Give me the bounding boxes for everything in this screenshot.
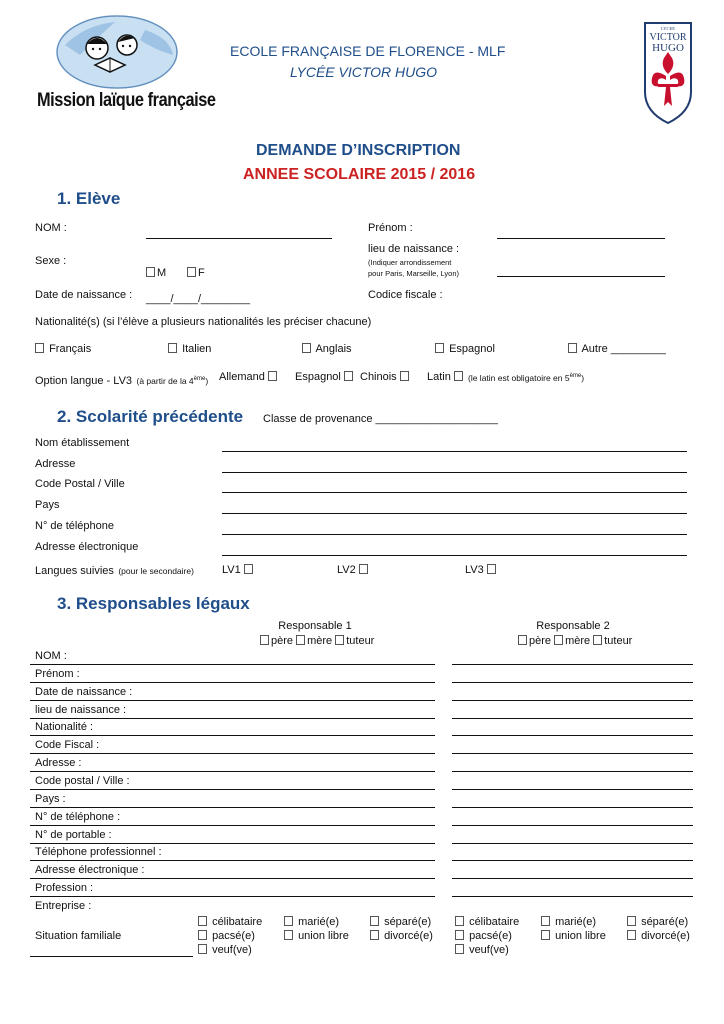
situation-option-label: marié(e) [555, 916, 597, 928]
section-scolarite-heading: 2. Scolarité précédente [57, 407, 244, 426]
langues-suivies-note: (pour le secondaire) [118, 566, 194, 576]
situation-underline [30, 956, 193, 957]
codice-fiscale-label: Codice fiscale : [368, 289, 443, 301]
resp2-pere-checkbox[interactable] [518, 635, 527, 645]
nationalites-label: Nationalité(s) (si l’élève a plusieurs nationalités les préciser chacune) [35, 316, 372, 328]
lieu-note-1: (Indiquer arrondissement [368, 258, 452, 267]
situation-option-label: union libre [298, 930, 349, 942]
resp1-field-line[interactable] [30, 860, 435, 861]
nat-italien-option[interactable] [168, 343, 211, 355]
lv2-label: LV2 [337, 564, 356, 576]
langues-suivies-label: Langues suivies [35, 565, 114, 577]
situation-option-resp1[interactable] [198, 916, 262, 928]
sexe-f-checkbox[interactable] [187, 267, 196, 277]
resp2-field-line[interactable] [452, 718, 693, 719]
section-responsables-heading: 3. Responsables légaux [57, 594, 250, 613]
scolarite-field-label: Adresse électronique [35, 541, 139, 553]
date-naissance-field[interactable]: ____/____/________ [146, 293, 250, 305]
resp1-roles[interactable] [260, 635, 374, 647]
nat-espagnol-label: Espagnol [449, 343, 495, 355]
nat-autre-label: Autre _________ [581, 343, 666, 355]
situation-option-resp2[interactable] [455, 916, 519, 928]
situation-checkbox[interactable] [370, 930, 379, 940]
situation-checkbox[interactable] [198, 916, 207, 926]
lv3-espagnol-checkbox[interactable] [344, 371, 353, 381]
situation-option-resp2[interactable] [627, 930, 690, 942]
lv3-allemand-checkbox[interactable] [268, 371, 277, 381]
form-title: DEMANDE D’INSCRIPTION [256, 142, 461, 159]
responsable-field-label: N° de portable : [35, 829, 112, 841]
resp1-mere-checkbox[interactable] [296, 635, 305, 645]
scolarite-field-line[interactable] [222, 492, 687, 493]
situation-checkbox[interactable] [455, 916, 464, 926]
lieu-naissance-field[interactable] [497, 276, 665, 277]
resp2-mere-checkbox[interactable] [554, 635, 563, 645]
resp1-field-line[interactable] [30, 718, 435, 719]
prenom-field[interactable] [497, 238, 665, 239]
resp1-field-line[interactable] [30, 700, 435, 701]
lv3-checkbox[interactable] [487, 564, 496, 574]
lv3-label: LV3 [465, 564, 484, 576]
resp1-field-line[interactable] [30, 682, 435, 683]
situation-option-label: célibataire [212, 916, 263, 928]
resp2-field-line[interactable] [452, 664, 693, 665]
resp2-field-line[interactable] [452, 735, 693, 736]
mlf-logo [35, 10, 216, 120]
option-langue-row [35, 371, 208, 389]
situation-familiale-label: Situation familiale [35, 930, 122, 942]
scolarite-field-label: Adresse [35, 458, 76, 470]
sexe-f-option[interactable] [187, 267, 205, 279]
resp2-field-line[interactable] [452, 771, 693, 772]
resp1-field-line[interactable] [30, 753, 435, 754]
nat-anglais-option[interactable] [302, 343, 352, 355]
situation-option-label: veuf(ve) [469, 944, 509, 956]
scolarite-field-line[interactable] [222, 472, 687, 473]
nat-francais-option[interactable] [35, 343, 91, 355]
scolarite-field-label: Pays [35, 499, 60, 511]
resp2-field-line[interactable] [452, 843, 693, 844]
responsable-field-label: NOM : [35, 650, 67, 662]
resp1-field-line[interactable] [30, 807, 435, 808]
lv3-espagnol-option[interactable] [295, 371, 355, 383]
situation-checkbox[interactable] [370, 916, 379, 926]
resp1-pere-checkbox[interactable] [260, 635, 269, 645]
date-naissance-label: Date de naissance : [35, 289, 133, 301]
mlf-logo-text: Mission laïque française [37, 90, 216, 111]
lv3-latin-checkbox[interactable] [454, 371, 463, 381]
nom-field[interactable] [146, 238, 332, 239]
scolarite-field-line[interactable] [222, 451, 687, 452]
langues-suivies-row [35, 561, 194, 579]
resp2-roles[interactable] [518, 635, 632, 647]
resp2-field-line[interactable] [452, 807, 693, 808]
situation-option-label: pacsé(e) [212, 930, 255, 942]
sexe-m-option[interactable] [146, 267, 166, 279]
responsable-field-label: Entreprise : [35, 900, 92, 912]
situation-option-label: veuf(ve) [212, 944, 252, 956]
lv1-option[interactable] [222, 564, 255, 576]
lv3-chinois-label: Chinois [360, 371, 397, 383]
situation-checkbox[interactable] [198, 930, 207, 940]
resp2-tuteur-label: tuteur [604, 635, 633, 647]
situation-checkbox[interactable] [627, 916, 636, 926]
situation-option-resp1[interactable] [198, 944, 252, 956]
lv1-label: LV1 [222, 564, 241, 576]
resp2-mere-label: mère [565, 635, 591, 647]
resp2-pere-label: père [529, 635, 552, 647]
lv2-checkbox[interactable] [359, 564, 368, 574]
resp2-field-line[interactable] [452, 860, 693, 861]
resp1-field-line[interactable] [30, 878, 435, 879]
situation-checkbox[interactable] [455, 944, 464, 954]
situation-option-resp1[interactable] [370, 916, 431, 928]
responsable-field-label: Profession : [35, 882, 94, 894]
lv3-espagnol-label: Espagnol [295, 371, 341, 383]
lieu-note-2: pour Paris, Marseille, Lyon) [368, 269, 460, 278]
scolarite-field-label: Nom établissement [35, 437, 130, 449]
resp2-field-line[interactable] [452, 789, 693, 790]
lv2-option[interactable] [337, 564, 370, 576]
lv3-chinois-checkbox[interactable] [400, 371, 409, 381]
nat-espagnol-option[interactable] [435, 343, 495, 355]
situation-option-resp2[interactable] [627, 916, 688, 928]
option-langue-label: Option langue - LV3 [35, 375, 133, 387]
resp1-field-line[interactable] [30, 825, 435, 826]
nat-francais-label: Français [49, 343, 92, 355]
victor-hugo-badge [644, 22, 692, 124]
situation-option-resp2[interactable] [541, 916, 596, 928]
resp2-field-line[interactable] [452, 682, 693, 683]
resp2-field-line[interactable] [452, 896, 693, 897]
lieu-naissance-label: lieu de naissance : [368, 243, 460, 255]
resp2-field-line[interactable] [452, 753, 693, 754]
resp1-heading: Responsable 1 [278, 620, 352, 632]
scolarite-field-line[interactable] [222, 534, 687, 535]
lv3-allemand-option[interactable] [219, 371, 279, 383]
option-langue-note: (à partir de la 4ème) [136, 376, 209, 386]
mlf-globe-icon [35, 10, 205, 95]
sexe-m-label: M [157, 267, 167, 279]
situation-option-resp2[interactable] [455, 944, 509, 956]
responsable-field-label: Code postal / Ville : [35, 775, 130, 787]
nat-italien-checkbox[interactable] [168, 343, 177, 353]
sexe-label: Sexe : [35, 255, 67, 267]
nat-anglais-label: Anglais [315, 343, 352, 355]
responsable-field-label: N° de téléphone : [35, 811, 121, 823]
responsable-field-label: Adresse électronique : [35, 864, 145, 876]
resp1-field-line[interactable] [30, 664, 435, 665]
situation-option-resp1[interactable] [198, 930, 255, 942]
lv3-latin-option[interactable] [427, 371, 465, 383]
situation-option-resp2[interactable] [541, 930, 606, 942]
responsable-field-label: Date de naissance : [35, 686, 133, 698]
resp1-field-line[interactable] [30, 896, 435, 897]
situation-option-label: séparé(e) [384, 916, 432, 928]
nat-italien-label: Italien [182, 343, 212, 355]
scolarite-field-line[interactable] [222, 555, 687, 556]
lv3-option[interactable] [465, 564, 498, 576]
resp2-field-line[interactable] [452, 878, 693, 879]
prenom-label: Prénom : [368, 222, 413, 234]
situation-option-label: séparé(e) [641, 916, 689, 928]
situation-option-label: marié(e) [298, 916, 340, 928]
resp1-field-line[interactable] [30, 771, 435, 772]
classe-provenance-field[interactable]: Classe de provenance ____________________ [263, 413, 498, 425]
responsable-field-label: lieu de naissance : [35, 704, 127, 716]
resp2-tuteur-checkbox[interactable] [593, 635, 602, 645]
responsable-field-label: Adresse : [35, 757, 82, 769]
resp1-tuteur-label: tuteur [346, 635, 375, 647]
resp1-field-line[interactable] [30, 735, 435, 736]
situation-option-resp2[interactable] [455, 930, 512, 942]
nat-espagnol-checkbox[interactable] [435, 343, 444, 353]
resp1-field-line[interactable] [30, 789, 435, 790]
nat-autre-option[interactable] [568, 343, 666, 355]
responsable-field-label: Prénom : [35, 668, 80, 680]
situation-checkbox[interactable] [541, 930, 550, 940]
situation-checkbox[interactable] [627, 930, 636, 940]
lv3-latin-label: Latin [427, 371, 451, 383]
sexe-m-checkbox[interactable] [146, 267, 155, 277]
responsable-field-label: Pays : [35, 793, 66, 805]
scolarite-field-line[interactable] [222, 513, 687, 514]
situation-option-label: union libre [555, 930, 606, 942]
situation-option-resp1[interactable] [370, 930, 433, 942]
resp2-field-line[interactable] [452, 700, 693, 701]
situation-option-resp1[interactable] [284, 930, 349, 942]
school-year: ANNEE SCOLAIRE 2015 / 2016 [243, 166, 476, 183]
situation-checkbox[interactable] [541, 916, 550, 926]
responsable-field-label: Téléphone professionnel : [35, 846, 162, 858]
lv1-checkbox[interactable] [244, 564, 253, 574]
scolarite-field-label: Code Postal / Ville [35, 478, 125, 490]
responsable-field-label: Code Fiscal : [35, 739, 100, 751]
badge-victor: VICTOR [649, 32, 687, 43]
badge-small: LYCEE [660, 26, 676, 31]
resp1-mere-label: mère [307, 635, 333, 647]
sexe-f-label: F [198, 267, 205, 279]
section-eleve-heading: 1. Elève [57, 189, 121, 208]
school-name: ECOLE FRANÇAISE DE FLORENCE - MLF [230, 43, 506, 59]
resp1-tuteur-checkbox[interactable] [335, 635, 344, 645]
situation-option-label: célibataire [469, 916, 520, 928]
situation-checkbox[interactable] [198, 944, 207, 954]
situation-option-label: divorcé(e) [384, 930, 433, 942]
lv3-allemand-label: Allemand [219, 371, 265, 383]
latin-note: (le latin est obligatoire en 5ème) [468, 373, 585, 383]
situation-option-label: pacsé(e) [469, 930, 512, 942]
situation-checkbox[interactable] [284, 930, 293, 940]
situation-checkbox[interactable] [455, 930, 464, 940]
lv3-chinois-option[interactable] [360, 371, 411, 383]
situation-option-resp1[interactable] [284, 916, 339, 928]
situation-option-label: divorcé(e) [641, 930, 690, 942]
badge-hugo: HUGO [652, 42, 684, 54]
responsable-field-label: Nationalité : [35, 721, 94, 733]
nat-francais-checkbox[interactable] [35, 343, 44, 353]
nom-label: NOM : [35, 222, 67, 234]
scolarite-field-label: N° de téléphone [35, 520, 115, 532]
nat-autre-checkbox[interactable] [568, 343, 577, 353]
resp2-heading: Responsable 2 [536, 620, 610, 632]
lycee-name: LYCÉE VICTOR HUGO [290, 64, 438, 80]
situation-checkbox[interactable] [284, 916, 293, 926]
resp1-pere-label: père [271, 635, 294, 647]
resp2-field-line[interactable] [452, 825, 693, 826]
nat-anglais-checkbox[interactable] [302, 343, 311, 353]
resp1-field-line[interactable] [30, 843, 435, 844]
